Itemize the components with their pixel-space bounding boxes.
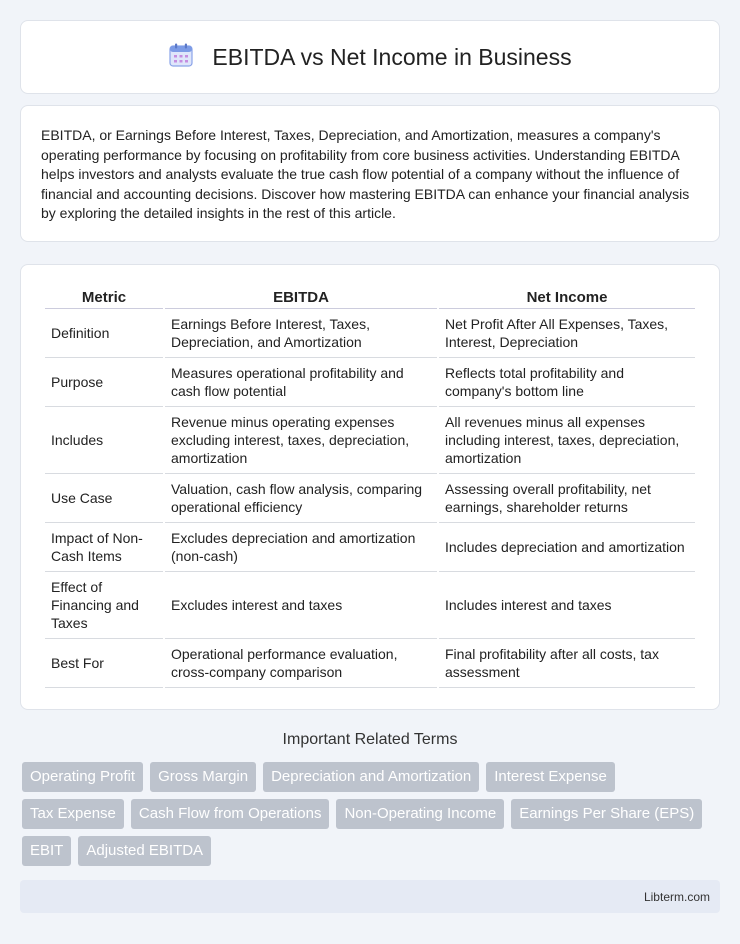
footer <box>20 880 720 913</box>
column-header: EBITDA <box>165 285 437 309</box>
table-row <box>45 523 695 572</box>
header-card <box>20 20 720 94</box>
table-row <box>45 407 695 474</box>
table-row <box>45 309 695 358</box>
related-term-tag[interactable]: Adjusted EBITDA <box>78 836 211 866</box>
related-term-tag[interactable]: Non-Operating Income <box>336 799 504 829</box>
table-cell: Includes interest and taxes <box>439 572 695 639</box>
related-term-tag[interactable]: EBIT <box>22 836 71 866</box>
table-cell: Includes depreciation and amortization <box>439 523 695 572</box>
related-term-tag[interactable]: Operating Profit <box>22 762 143 792</box>
footer-brand[interactable]: Libterm.com <box>643 889 710 904</box>
table-cell: Definition <box>45 309 163 358</box>
table-cell: Operational performance evaluation, cross-company comparison <box>165 639 437 688</box>
table-cell: Best For <box>45 639 163 688</box>
related-term-tag[interactable]: Depreciation and Amortization <box>263 762 479 792</box>
table-cell: Revenue minus operating expenses excluding interest, taxes, depreciation, amortization <box>165 407 437 474</box>
table-row <box>45 572 695 639</box>
table-cell: Earnings Before Interest, Taxes, Depreciation, and Amortization <box>165 309 437 358</box>
comparison-table <box>43 285 697 688</box>
related-term-tag[interactable]: Tax Expense <box>22 799 124 829</box>
table-cell: Effect of Financing and Taxes <box>45 572 163 639</box>
table-row <box>45 474 695 523</box>
related-term-tag[interactable]: Cash Flow from Operations <box>131 799 330 829</box>
table-cell: Purpose <box>45 358 163 407</box>
related-term-tag[interactable]: Interest Expense <box>486 762 615 792</box>
table-cell: Assessing overall profitability, net earnings, shareholder returns <box>439 474 695 523</box>
related-term-tag[interactable]: Earnings Per Share (EPS) <box>511 799 702 829</box>
table-cell: Net Profit After All Expenses, Taxes, Interest, Depreciation <box>439 309 695 358</box>
calendar-icon <box>168 42 194 73</box>
table-cell: Use Case <box>45 474 163 523</box>
table-cell: Measures operational profitability and cash flow potential <box>165 358 437 407</box>
table-cell: Valuation, cash flow analysis, comparing operational efficiency <box>165 474 437 523</box>
column-header: Net Income <box>439 285 695 309</box>
table-header-row <box>45 285 695 309</box>
related-term-tag[interactable]: Gross Margin <box>150 762 256 792</box>
table-cell: Final profitability after all costs, tax assessment <box>439 639 695 688</box>
intro-card <box>20 105 720 242</box>
related-terms-title: Important Related Terms <box>282 731 458 748</box>
table-row <box>45 639 695 688</box>
table-cell: Reflects total profitability and company's bottom line <box>439 358 695 407</box>
column-header: Metric <box>45 285 163 309</box>
table-cell: Includes <box>45 407 163 474</box>
intro-text: EBITDA, or Earnings Before Interest, Taxes, Depreciation, and Amortization, measures a company's operating performance by focusing on profitability from core business activities. Understanding EBITDA helps investors and analysts evaluate the true cash flow potential of a company without the influence of financial and accounting decisions. Discover how mastering EBITDA can enhance your financial analysis by exploring the detailed insights in the rest of this article. <box>41 127 690 221</box>
table-row <box>45 358 695 407</box>
table-cell: Excludes depreciation and amortization (non-cash) <box>165 523 437 572</box>
table-cell: Impact of Non-Cash Items <box>45 523 163 572</box>
related-terms-list <box>22 762 722 866</box>
table-cell: All revenues minus all expenses including interest, taxes, depreciation, amortization <box>439 407 695 474</box>
table-cell: Excludes interest and taxes <box>165 572 437 639</box>
comparison-table-card <box>20 264 720 710</box>
page-title: EBITDA vs Net Income in Business <box>212 43 572 70</box>
